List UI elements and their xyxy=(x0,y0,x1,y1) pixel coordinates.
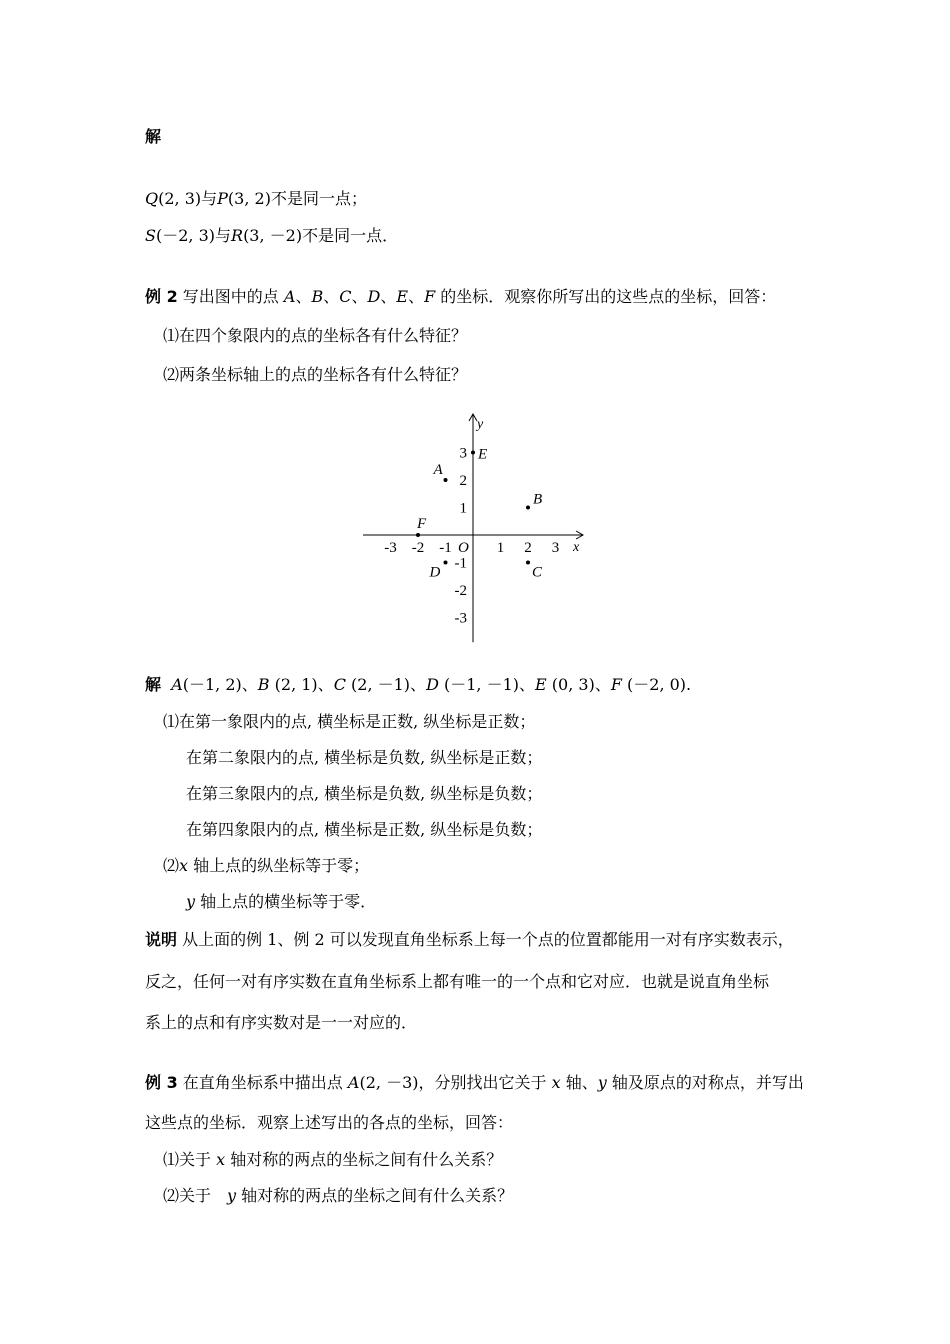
text: 写出图中的点 xyxy=(177,287,284,306)
point-s: S xyxy=(145,226,156,245)
point-label: E xyxy=(396,287,409,306)
example-3-label: 例 3 xyxy=(145,1073,178,1092)
solution-line-1 xyxy=(145,189,367,209)
note-line-1 xyxy=(145,930,794,950)
text: 的坐标．观察你所写出的这些点的坐标，回答： xyxy=(435,287,777,306)
point-b-marker xyxy=(526,506,530,510)
point-coord: (2, －3) xyxy=(359,1073,419,1092)
period: . xyxy=(686,675,692,694)
point-f-marker xyxy=(416,533,420,537)
point-label: D xyxy=(426,675,439,694)
text: 在直角坐标系中描出点 xyxy=(177,1073,348,1092)
point-p: P xyxy=(217,189,228,208)
example-2-question-2: ⑵两条坐标轴上的点的坐标各有什么特征？ xyxy=(163,365,468,384)
separator: 、 xyxy=(241,675,258,694)
point-label: A xyxy=(347,1073,360,1092)
quadrant-2-rule: 在第二象限内的点, 横坐标是负数, 纵坐标是正数； xyxy=(186,748,543,767)
point-coord: (2, 1) xyxy=(269,675,318,694)
note-line-3: 系上的点和有序实数对是一一对应的． xyxy=(145,1013,418,1032)
quadrant-3-rule: 在第三象限内的点, 横坐标是负数, 纵坐标是负数； xyxy=(186,784,543,803)
point-label: B xyxy=(257,675,270,694)
separator: 、 xyxy=(410,675,427,694)
text: 轴对称的两点的坐标之间有什么关系？ xyxy=(225,1150,503,1169)
point-d-marker xyxy=(444,561,448,565)
y-tick-label: -3 xyxy=(454,610,467,627)
point-coord: (－1, －1) xyxy=(438,675,519,694)
coordinate-plane-chart xyxy=(355,395,605,660)
variable-y: y xyxy=(227,1186,237,1205)
point-coord: (－2, 0) xyxy=(621,675,687,694)
quadrant-4-rule: 在第四象限内的点, 横坐标是正数, 纵坐标是负数； xyxy=(186,820,543,839)
point-label: A xyxy=(283,287,296,306)
point-e-label: E xyxy=(478,446,488,463)
example-3-line-2: 这些点的坐标．观察上述写出的各点的坐标，回答： xyxy=(145,1113,514,1132)
variable-x: x xyxy=(179,856,189,875)
variable-y: y xyxy=(186,892,196,911)
y-tick-label: 2 xyxy=(459,473,467,489)
variable-y: y xyxy=(597,1073,607,1092)
point-label: B xyxy=(311,287,324,306)
note-label: 说明 xyxy=(145,930,178,949)
separator: 、 xyxy=(380,287,397,306)
item-number: ⑵ xyxy=(163,856,180,875)
y-tick-label: 1 xyxy=(459,500,467,517)
note-line-2: 反之，任何一对有序实数在直角坐标系上都有唯一的一个点和它对应．也就是说直角坐标 xyxy=(145,972,770,991)
example-3-line-1 xyxy=(145,1073,804,1093)
point-c-marker xyxy=(526,561,530,565)
example-2-question-1: ⑴在四个象限内的点的坐标各有什么特征？ xyxy=(163,326,468,345)
separator: 、 xyxy=(317,675,334,694)
origin-label: O xyxy=(458,540,469,556)
x-tick-label: 2 xyxy=(524,540,532,556)
text: 不是同一点． xyxy=(302,226,399,245)
point-r-coord: (3, －2) xyxy=(243,226,303,245)
point-q-coord: (2, 3) xyxy=(158,189,202,208)
separator: 、 xyxy=(323,287,340,306)
text: 轴及原点的对称点，并写出 xyxy=(606,1073,804,1092)
x-axis-rule xyxy=(163,856,369,876)
point-label: F xyxy=(610,675,622,694)
y-axis-rule xyxy=(186,892,376,912)
x-axis-label: x xyxy=(573,540,580,555)
example-2-prompt xyxy=(145,287,776,307)
text: ⑴关于 xyxy=(163,1150,217,1169)
solution-2-label: 解 xyxy=(145,675,162,694)
point-coord: (2, －1) xyxy=(345,675,411,694)
text: 轴上点的纵坐标等于零； xyxy=(188,856,370,875)
point-a-marker xyxy=(444,478,448,482)
separator: 、 xyxy=(519,675,536,694)
y-tick-label: -1 xyxy=(454,555,467,572)
text: 与 xyxy=(201,189,218,208)
point-p-coord: (3, 2) xyxy=(227,189,271,208)
x-tick-label: -3 xyxy=(384,540,397,556)
point-label: E xyxy=(535,675,547,694)
text: 从上面的例 1、例 2 可以发现直角坐标系上每一个点的位置都能用一对有序实数表示， xyxy=(177,930,794,949)
variable-x: x xyxy=(216,1150,226,1169)
text: 不是同一点； xyxy=(270,189,367,208)
point-label: C xyxy=(339,287,352,306)
point-label: A xyxy=(171,675,183,694)
x-tick-label: -2 xyxy=(411,540,425,556)
variable-x: x xyxy=(551,1073,561,1092)
text: 轴、 xyxy=(560,1073,598,1092)
solution-label: 解 xyxy=(145,127,162,146)
point-a-label: A xyxy=(433,462,443,478)
y-tick-label: 3 xyxy=(459,445,467,462)
example-2-label: 例 2 xyxy=(145,287,178,306)
separator: 、 xyxy=(295,287,312,306)
point-coord: (－1, 2) xyxy=(182,675,242,694)
point-label: F xyxy=(424,287,436,306)
example-3-question-1 xyxy=(163,1150,502,1170)
point-r: R xyxy=(231,226,244,245)
point-d-label: D xyxy=(429,564,441,581)
solution-2-answer xyxy=(145,675,691,695)
text: ，分别找出它关于 xyxy=(418,1073,552,1092)
text: ⑵关于 xyxy=(163,1186,228,1205)
point-label: D xyxy=(367,287,381,306)
example-3-question-2 xyxy=(163,1186,513,1206)
point-q: Q xyxy=(145,189,159,208)
point-s-coord: (－2, 3) xyxy=(155,226,215,245)
quadrant-1-rule: ⑴在第一象限内的点, 横坐标是正数, 纵坐标是正数； xyxy=(163,712,536,731)
separator: 、 xyxy=(594,675,611,694)
y-tick-label: -2 xyxy=(454,583,467,599)
point-f-label: F xyxy=(417,516,427,532)
x-tick-label: 1 xyxy=(496,540,505,556)
y-axis-label: y xyxy=(477,417,484,432)
text: 与 xyxy=(215,226,232,245)
separator: 、 xyxy=(351,287,368,306)
solution-line-2 xyxy=(145,226,398,246)
text: 轴上点的横坐标等于零． xyxy=(195,892,377,911)
x-tick-label: -1 xyxy=(439,540,452,556)
point-coord: (0, 3) xyxy=(546,675,595,694)
point-c-label: C xyxy=(532,564,543,581)
point-b-label: B xyxy=(533,491,543,508)
point-e-marker xyxy=(471,451,475,455)
text: 轴对称的两点的坐标之间有什么关系？ xyxy=(236,1186,514,1205)
separator: 、 xyxy=(408,287,425,306)
point-label: C xyxy=(333,675,346,694)
x-tick-label: 3 xyxy=(551,540,560,556)
